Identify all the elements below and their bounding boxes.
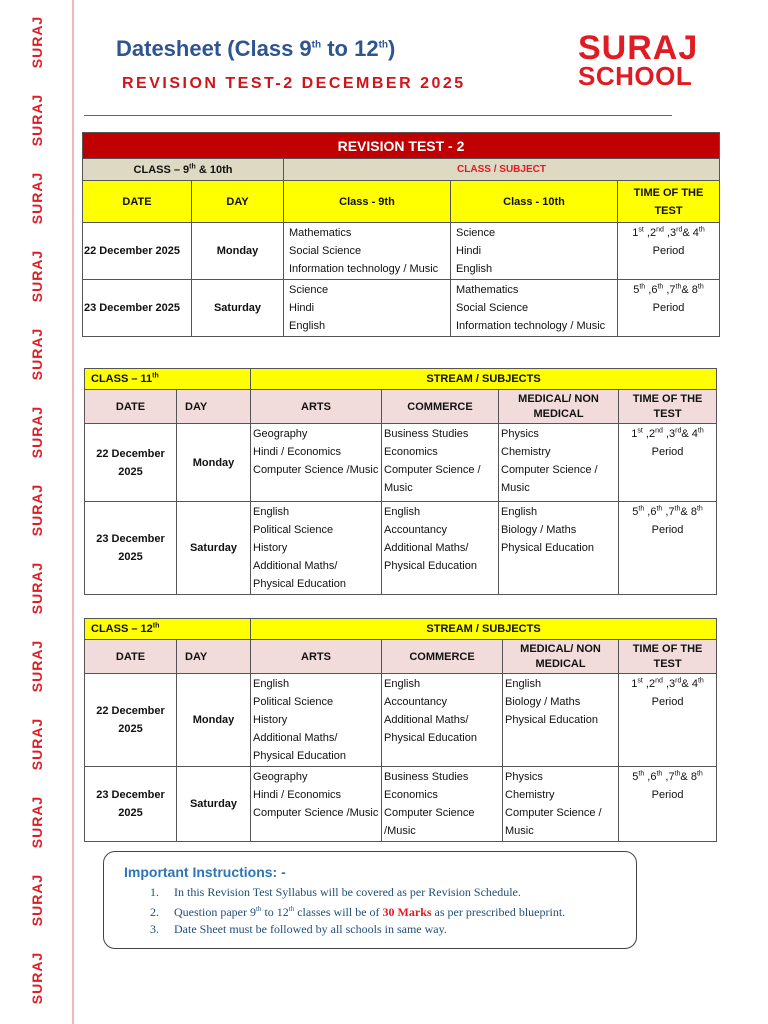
subject-line: Economics [384, 789, 438, 801]
side-brand-word: SURAJ [29, 717, 45, 771]
instructions-list [150, 884, 565, 938]
datesheet-table-9-10 [82, 132, 720, 337]
period-label: Period [652, 245, 685, 257]
period-label: Period [651, 789, 684, 801]
subject-line: English [289, 320, 326, 332]
stream-label: STREAM / SUBJECTS [251, 619, 717, 640]
logo-line-1: SURAJ [578, 29, 699, 67]
day-cell: Saturday [177, 502, 251, 595]
subject-line: Physical Education [501, 542, 594, 554]
subject-line: English [456, 263, 493, 275]
day-cell: Monday [177, 674, 251, 767]
subject-line: English [253, 506, 290, 518]
period-label: Period [652, 302, 685, 314]
col-header: Class - 10th [451, 181, 618, 223]
subject-line: Science [456, 227, 496, 239]
day-cell: Saturday [177, 767, 251, 842]
side-brand-word: SURAJ [29, 561, 45, 615]
header-row [83, 181, 720, 223]
side-brand-word: SURAJ [29, 795, 45, 849]
page-title: Datesheet (Class 9th to 12th) [116, 36, 396, 61]
subject-line: Political Science [253, 524, 334, 536]
subject-line: Mathematics [289, 227, 352, 239]
commerce-subjects [382, 767, 503, 842]
table-row [85, 424, 717, 502]
class-subject-label: CLASS / SUBJECT [284, 159, 720, 181]
arts-subjects [251, 767, 382, 842]
subject-line: Computer Science / Music [384, 464, 481, 494]
subject-line: Business Studies [384, 771, 469, 783]
period-numbers: 5th ,6th ,7th& 8th [632, 505, 703, 518]
subject-line: Accountancy [384, 696, 447, 708]
date-cell: 22 December 2025 [85, 674, 177, 767]
class-label: CLASS – 9th & 10th [83, 159, 284, 181]
subject-line: English [505, 678, 542, 690]
class-label: CLASS – 11th [85, 369, 251, 390]
subject-line: Social Science [289, 245, 362, 257]
subject-line: Additional Maths/ Physical Education [253, 560, 346, 590]
subject-line: Social Science [456, 302, 529, 314]
side-brand-word: SURAJ [29, 249, 45, 303]
table-row [85, 502, 717, 595]
table-row [85, 767, 717, 842]
col-header: DATE [85, 390, 177, 424]
period-numbers: 5th ,6th ,7th& 8th [633, 283, 704, 296]
logo-line-2: SCHOOL [578, 61, 693, 92]
date-cell: 22 December 2025 [83, 223, 192, 280]
commerce-subjects [382, 424, 499, 502]
header-rule [84, 115, 672, 116]
table-row [83, 223, 720, 280]
instruction-item: 1. In this Revision Test Syllabus will be covered as per Revision Schedule. [150, 885, 521, 899]
time-cell [619, 502, 717, 595]
col-header: TIME OF THE TEST [618, 181, 720, 223]
col-header: ARTS [251, 390, 382, 424]
time-cell [618, 223, 720, 280]
page-subtitle: REVISION TEST-2 DECEMBER 2025 [122, 75, 466, 92]
subject-line: Information technology / Music [289, 263, 439, 275]
subject-line: Hindi [289, 302, 315, 314]
subject-line: English [384, 678, 421, 690]
side-divider [72, 0, 74, 1024]
period-numbers: 1st ,2nd ,3rd& 4th [631, 427, 704, 440]
datesheet-table-11 [84, 368, 717, 595]
instructions-title: Important Instructions: - [124, 864, 286, 880]
subject-line: Computer Science / Music [505, 807, 602, 837]
side-brand-word: SURAJ [29, 639, 45, 693]
commerce-subjects [382, 674, 503, 767]
subject-line: Physical Education [505, 714, 598, 726]
time-cell [619, 767, 717, 842]
arts-subjects [251, 424, 382, 502]
school-logo [578, 29, 699, 92]
side-brand-word: SURAJ [29, 873, 45, 927]
subject-line: Business Studies [384, 428, 469, 440]
day-cell: Monday [177, 424, 251, 502]
date-cell: 23 December 2025 [85, 502, 177, 595]
col-header: DATE [83, 181, 192, 223]
period-label: Period [651, 446, 684, 458]
subject-line: Physics [501, 428, 539, 440]
instruction-item: 2. Question paper 9th to 12th classes will be of 30 Marks as per prescribed blueprint. [150, 905, 566, 919]
subject-line: Chemistry [505, 789, 555, 801]
col-header: DAY [177, 390, 251, 424]
period-label: Period [651, 524, 684, 536]
subject-line: History [253, 714, 288, 726]
subject-line: Geography [253, 428, 308, 440]
col-header: ARTS [251, 640, 382, 674]
side-brand-word: SURAJ [29, 483, 45, 537]
commerce-subjects [382, 502, 499, 595]
class10-subjects [451, 280, 618, 337]
subject-line: Physics [505, 771, 543, 783]
instruction-item: 3. Date Sheet must be followed by all schools in same way. [150, 922, 447, 936]
col-header: DATE [85, 640, 177, 674]
side-brand-word: SURAJ [29, 93, 45, 147]
stream-label: STREAM / SUBJECTS [251, 369, 717, 390]
period-numbers: 5th ,6th ,7th& 8th [632, 770, 703, 783]
time-cell [619, 424, 717, 502]
period-label: Period [651, 696, 684, 708]
col-header: MEDICAL/ NON MEDICAL [503, 640, 619, 674]
medical-subjects [503, 674, 619, 767]
col-header: COMMERCE [382, 390, 499, 424]
subject-line: Accountancy [384, 524, 447, 536]
class9-subjects [284, 223, 451, 280]
table-row [85, 674, 717, 767]
side-brand-word: SURAJ [29, 405, 45, 459]
class10-subjects [451, 223, 618, 280]
subject-line: Hindi / Economics [253, 446, 342, 458]
subject-line: English [253, 678, 290, 690]
subject-line: Computer Science /Music [253, 464, 379, 476]
col-header: TIME OF THE TEST [619, 640, 717, 674]
table-row [83, 280, 720, 337]
date-cell: 22 December 2025 [85, 424, 177, 502]
subject-line: Mathematics [456, 284, 519, 296]
col-header: DAY [177, 640, 251, 674]
subject-line: Hindi [456, 245, 482, 257]
subject-line: Economics [384, 446, 438, 458]
date-cell: 23 December 2025 [83, 280, 192, 337]
subject-line: Biology / Maths [505, 696, 581, 708]
medical-subjects [499, 502, 619, 595]
period-numbers: 1st ,2nd ,3rd& 4th [631, 677, 704, 690]
time-cell [619, 674, 717, 767]
subject-line: Additional Maths/ Physical Education [384, 542, 477, 572]
subject-line: English [384, 506, 421, 518]
subject-line: Hindi / Economics [253, 789, 342, 801]
col-header: DAY [192, 181, 284, 223]
subject-line: Biology / Maths [501, 524, 577, 536]
subject-line: Science [289, 284, 329, 296]
datesheet-table-12 [84, 618, 717, 842]
time-cell [618, 280, 720, 337]
subject-line: Computer Science / Music [501, 464, 598, 494]
side-stripe [0, 0, 74, 1024]
subject-line: Computer Science /Music [253, 807, 379, 819]
subject-line: Political Science [253, 696, 334, 708]
side-brand-word: SURAJ [29, 15, 45, 69]
class9-subjects [284, 280, 451, 337]
subject-line: History [253, 542, 288, 554]
side-brand-word: SURAJ [29, 171, 45, 225]
col-header: COMMERCE [382, 640, 503, 674]
table-banner: REVISION TEST - 2 [83, 133, 720, 159]
day-cell: Saturday [192, 280, 284, 337]
subject-line: Chemistry [501, 446, 551, 458]
arts-subjects [251, 674, 382, 767]
subject-line: Additional Maths/ Physical Education [384, 714, 477, 744]
side-brand-word: SURAJ [29, 951, 45, 1005]
date-cell: 23 December 2025 [85, 767, 177, 842]
day-cell: Monday [192, 223, 284, 280]
class-label: CLASS – 12th [85, 619, 251, 640]
subject-line: English [501, 506, 538, 518]
col-header: Class - 9th [284, 181, 451, 223]
side-brand-word: SURAJ [29, 327, 45, 381]
col-header: TIME OF THE TEST [619, 390, 717, 424]
subject-line: Geography [253, 771, 308, 783]
subject-line: Information technology / Music [456, 320, 606, 332]
subject-line: Computer Science /Music [384, 807, 475, 837]
instructions-box [103, 851, 637, 949]
col-header: MEDICAL/ NON MEDICAL [499, 390, 619, 424]
marks-highlight: 30 Marks [382, 905, 432, 919]
medical-subjects [503, 767, 619, 842]
subject-line: Additional Maths/ Physical Education [253, 732, 346, 762]
arts-subjects [251, 502, 382, 595]
period-numbers: 1st ,2nd ,3rd& 4th [632, 226, 705, 239]
medical-subjects [499, 424, 619, 502]
header-row [85, 640, 717, 674]
header-row [85, 390, 717, 424]
